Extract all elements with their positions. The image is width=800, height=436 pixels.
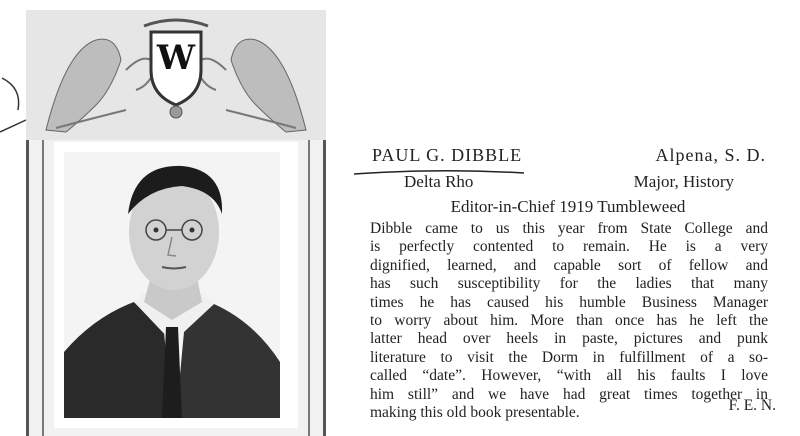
bio-line: making this old book presentable. xyxy=(370,404,580,422)
portrait-photo xyxy=(64,152,280,418)
bio-line: him still” and we have had great times together in xyxy=(370,385,768,403)
bio-line: has such susceptibility for the ladies that many xyxy=(370,275,768,293)
bio-line: is perfectly contented to remain. He is a very xyxy=(370,238,768,256)
crest-letter: W xyxy=(156,38,196,78)
bio-line: literature to visit the Dorm in fulfillment of a so- xyxy=(370,348,768,366)
bio-line: latter head over heels in paste, pictures and punk xyxy=(370,330,768,348)
bio-line: called “date”. However, “with all his faults I love xyxy=(370,367,768,385)
student-name: PAUL G. DIBBLE xyxy=(372,145,523,165)
bio-line: times he has caused his humble Business Manager xyxy=(370,293,768,311)
panel-rule-left xyxy=(42,130,44,436)
bio-line: dignified, learned, and capable sort of fellow and xyxy=(370,256,768,274)
major: Major, History xyxy=(633,172,734,191)
meta-row xyxy=(404,172,734,196)
panel-rule-right xyxy=(308,130,310,436)
bio-line: to worry about him. More than once has he left the xyxy=(370,312,768,330)
portrait-panel xyxy=(26,10,326,436)
position-title: Editor-in-Chief 1919 Tumbleweed xyxy=(450,197,686,216)
bio-line: Dibble came to us this year from State College and xyxy=(370,220,768,237)
portrait-frame xyxy=(54,142,298,428)
hometown: Alpena, S. D. xyxy=(655,145,766,165)
margin-pencil-mark xyxy=(0,70,28,140)
author-initials: F. E. N. xyxy=(728,397,776,414)
fraternity: Delta Rho xyxy=(404,172,474,191)
biography xyxy=(370,220,768,422)
